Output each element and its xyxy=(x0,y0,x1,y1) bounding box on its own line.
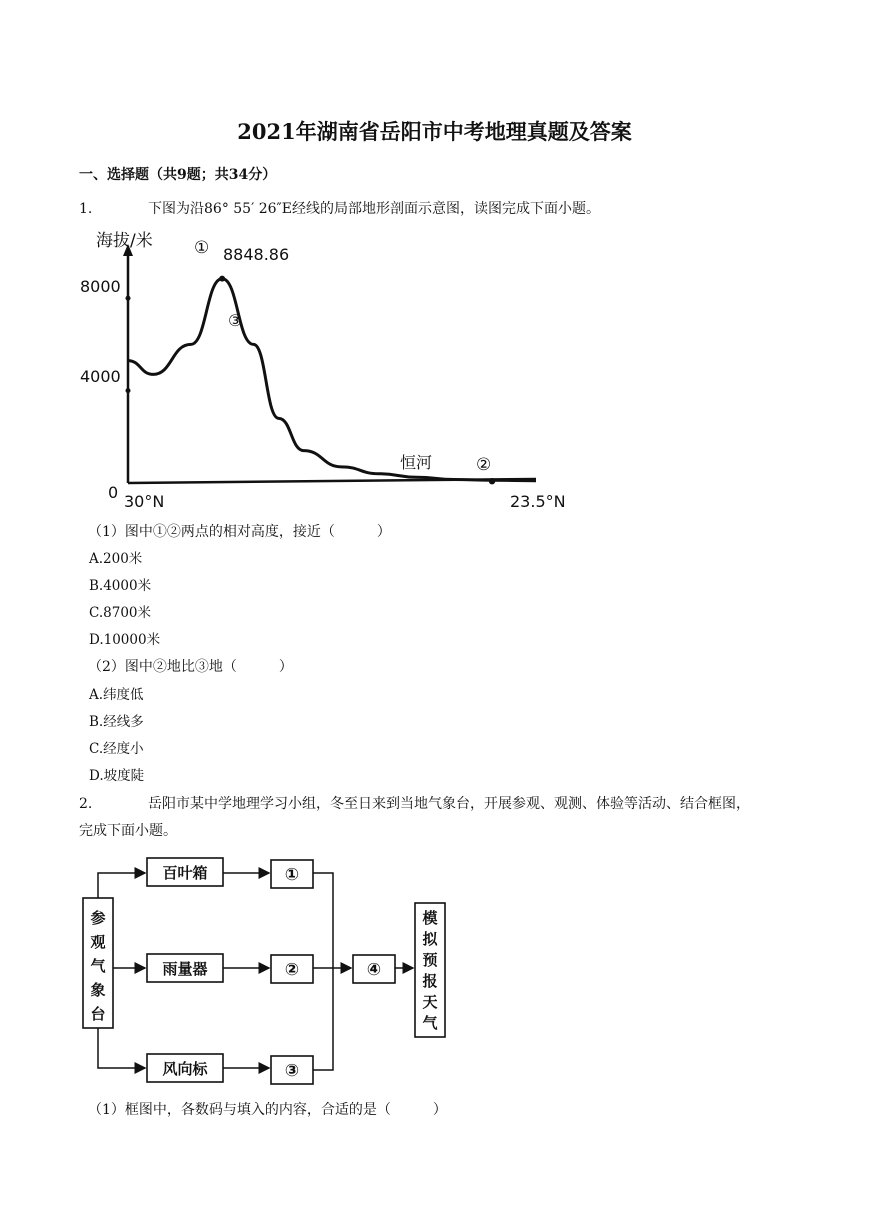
peak-point xyxy=(219,276,225,282)
flow-end-char: 模 xyxy=(422,909,438,927)
flow-end-char: 天 xyxy=(422,993,438,1011)
q1-sub2-option: B.经线多 xyxy=(89,714,144,730)
q1-sub1-option: A.200米 xyxy=(89,551,143,567)
flow-merge-line xyxy=(313,873,333,1070)
q1-sub1-option: C.8700米 xyxy=(89,605,151,621)
q2-text-line1: 岳阳市某中学地理学习小组，冬至日来到当地气象台，开展参观、观测、体验等活动、结合框图， xyxy=(148,796,750,812)
flow-end-char: 气 xyxy=(422,1014,438,1032)
flow-instrument-label: 风向标 xyxy=(162,1060,208,1078)
page-title: 2021年湖南省岳阳市中考地理真题及答案 xyxy=(237,119,632,144)
flow-blank-label: ① xyxy=(284,865,300,885)
q1-sub2-option: A.纬度低 xyxy=(89,687,144,703)
y-tick-label: 8000 xyxy=(80,277,121,296)
peak-elevation-label: 8848.86 xyxy=(223,245,290,264)
section-heading: 一、选择题（共9题；共34分） xyxy=(79,167,277,183)
q2-text-line2: 完成下面小题。 xyxy=(79,823,177,839)
flow-start-char: 气 xyxy=(90,957,106,975)
weather-station-flowchart xyxy=(75,848,475,1098)
terrain-profile-line xyxy=(128,279,536,481)
flow-merge-label: ④ xyxy=(366,960,382,980)
flow-start-char: 台 xyxy=(90,1005,106,1023)
flow-instrument-label: 雨量器 xyxy=(162,960,208,978)
y-tick-mark xyxy=(126,388,131,393)
y-tick-label: 0 xyxy=(108,483,119,502)
q1-sub2-option: C.经度小 xyxy=(89,741,144,757)
q1-sub2-option: D.坡度陡 xyxy=(89,768,145,784)
x-end-label: 23.5°N xyxy=(510,492,566,511)
q2-number: 2. xyxy=(79,796,93,812)
y-axis-label: 海拔/米 xyxy=(96,231,153,251)
flow-instrument-label: 百叶箱 xyxy=(162,864,208,882)
marker-2-label: ② xyxy=(476,455,492,475)
flow-start-char: 观 xyxy=(90,933,106,951)
point-2 xyxy=(489,478,495,484)
q1-number: 1. xyxy=(79,201,93,217)
flow-end-char: 报 xyxy=(422,972,438,990)
marker-3-label: ③ xyxy=(228,311,243,330)
q1-sub2-question: （2）图中②地比③地（ ） xyxy=(88,659,293,675)
flow-end-char: 拟 xyxy=(422,930,438,948)
y-tick-label: 4000 xyxy=(80,367,121,386)
flow-end-char: 预 xyxy=(422,951,438,969)
flow-arrow xyxy=(98,1028,145,1068)
y-tick-mark xyxy=(126,296,131,301)
flow-start-char: 参 xyxy=(90,909,106,927)
flow-arrow xyxy=(98,873,145,898)
flow-start-char: 象 xyxy=(90,981,106,999)
marker-1-label: ① xyxy=(194,238,210,258)
q2-sub1-question: （1）框图中，各数码与填入的内容，合适的是（ ） xyxy=(88,1102,447,1118)
q1-text: 下图为沿86° 55′ 26″E经线的局部地形剖面示意图，读图完成下面小题。 xyxy=(148,201,600,217)
flow-blank-label: ③ xyxy=(284,1061,300,1081)
q1-sub1-option: B.4000米 xyxy=(89,578,152,594)
terrain-profile-chart xyxy=(70,222,590,522)
x-start-label: 30°N xyxy=(124,492,165,511)
flow-blank-label: ② xyxy=(284,960,300,980)
q1-sub1-option: D.10000米 xyxy=(89,632,161,648)
q1-sub1-question: （1）图中①②两点的相对高度，接近（ ） xyxy=(88,524,391,540)
river-label: 恒河 xyxy=(400,453,433,472)
